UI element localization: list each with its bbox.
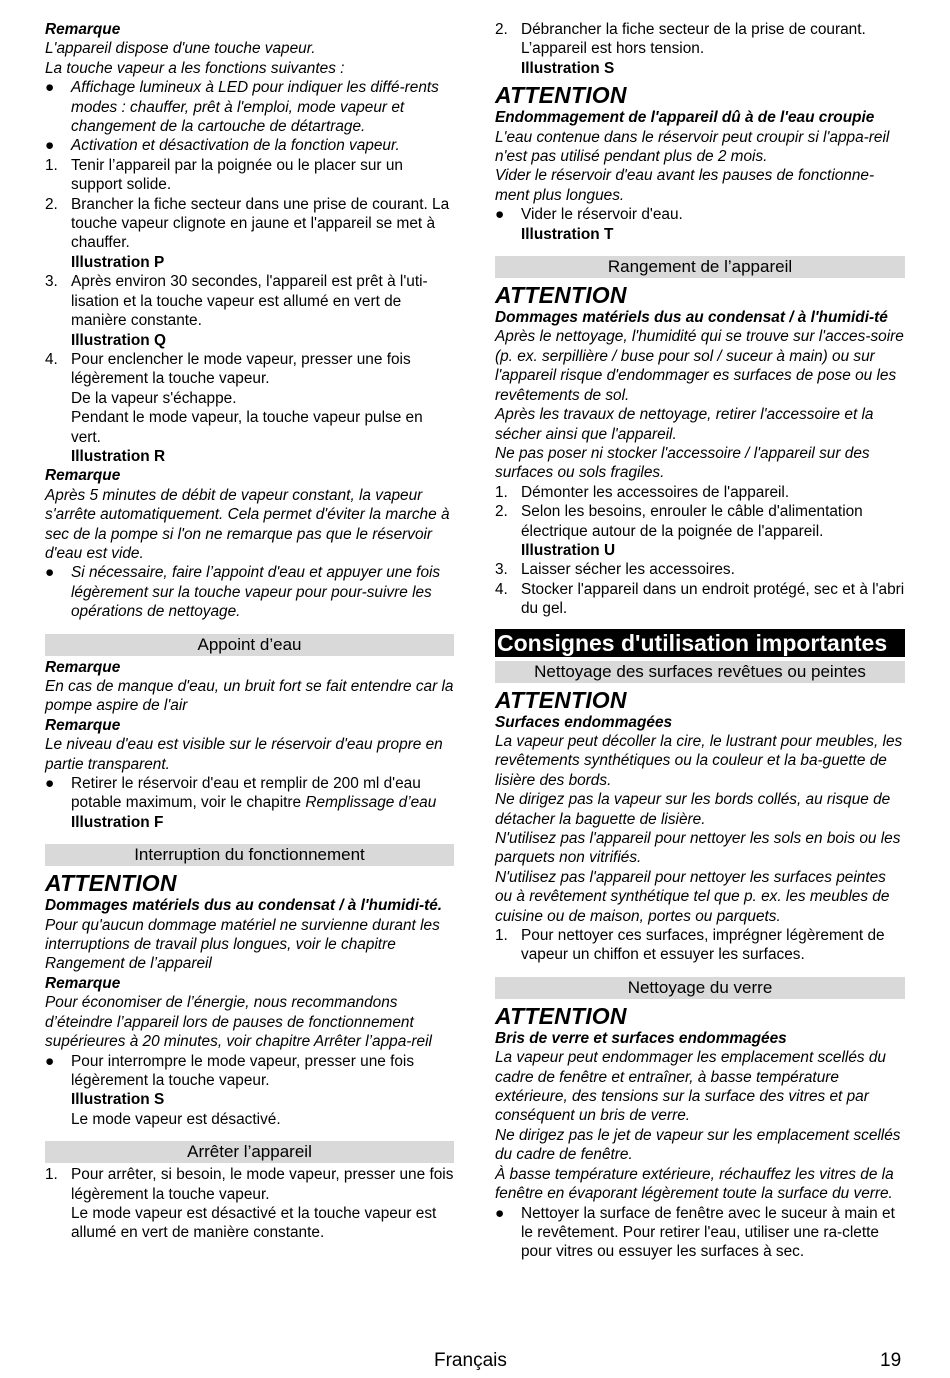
attention-text: Ne dirigez pas la vapeur sur les bords collés, au risque de détacher la baguette de lisière. [495,791,891,828]
section-heading-verre: Nettoyage du verre [495,977,905,999]
step-result: Le mode vapeur est désactivé et la touche vapeur est allumé en vert de manière constante. [71,1204,437,1242]
step-item: 4. Stocker l'appareil dans un endroit protégé, sec et à l'abri du gel. [495,580,905,618]
attention-text: L'eau contenue dans le réservoir peut croupir si l'appa-reil n'est pas utilisé pendant plus de 2 mois. [495,128,890,166]
illustration-ref: Illustration R [71,447,166,465]
note-text: En cas de manque d'eau, un bruit fort se fait entendre car la pompe aspire de l'air [45,678,454,715]
step-item: 2. Débrancher la fiche secteur de la prise de courant. L’appareil est hors tension. [495,21,866,58]
attention-text: La vapeur peut endommager les emplacement scellés du cadre de fenêtre et entraîner, à basse température extérieure, des tensions sur la surface des vitres et par conséquent un bris de verre. [495,1049,886,1125]
left-column [45,20,454,1243]
attention-heading: ATTENTION [495,1002,627,1029]
step-item: 3. Laisser sécher les accessoires. [495,561,735,579]
note-label: Remarque [45,21,121,38]
section-heading-appoint: Appoint d’eau [45,634,454,656]
note-text: L'appareil dispose d'une touche vapeur. [45,40,316,58]
step-item: 1. Démonter les accessoires de l'appareil. [495,483,790,501]
illustration-ref: Illustration P [71,253,165,271]
step-item: 2. Brancher la fiche secteur dans une prise de courant. La touche vapeur clignote en jaune et l'appareil se met à chauffer. [45,195,450,252]
note-label: Remarque [45,467,121,485]
section-heading-arreter: Arrêter l’appareil [45,1141,454,1163]
attention-text: Après le nettoyage, l'humidité qui se trouve sur l'acces-soire (p. ex. serpillière / buse pour sol / suceur à main) ou sur l'appareil risque d'endommager es surfaces de pose ou les revêtements de sol. [495,328,904,404]
note-label: Remarque [45,658,121,676]
chapter-reference: Remplissage d’eau [305,794,437,812]
bullet-item: ● Retirer le réservoir d'eau et remplir de 200 ml d'eau potable maximum, voir le chapitre Remplissage d’eau [45,775,437,812]
step-item: 4. Pour enclencher le mode vapeur, presser une fois légèrement la touche vapeur. [45,350,411,388]
attention-text: Après les travaux de nettoyage, retirer l'accessoire et la sécher ainsi que l'appareil. [495,406,874,443]
attention-text: Ne pas poser ni stocker l'accessoire / l'appareil sur des surfaces ou sols fragiles. [495,444,870,482]
section-heading-rangement: Rangement de l’appareil [495,256,905,278]
footer-language: Français [434,1350,507,1371]
attention-heading: ATTENTION [495,282,627,309]
attention-title: Dommages matériels dus au condensat / à l'humidi-té. [45,897,443,915]
attention-heading: ATTENTION [495,82,627,109]
step-item: 1. Tenir l’appareil par la poignée ou le placer sur un support solide. [45,156,403,194]
attention-title: Dommages matériels dus au condensat / à l'humidi-té [495,309,888,327]
illustration-ref: Illustration Q [71,331,166,349]
attention-title: Bris de verre et surfaces endommagées [495,1029,787,1047]
illustration-ref: Illustration T [521,225,614,243]
bullet-item: ● Si nécessaire, faire l’appoint d'eau et appuyer une fois légèrement sur la touche vapeur pour pour-suivre les opérations de nettoyage. [45,564,441,621]
attention-text: Pour qu'aucun dommage matériel ne survienne durant les interruptions de travail plus longues, voir le chapitre Rangement de l’appareil [45,916,440,973]
bullet-item: ● Activation et désactivation de la fonction vapeur. [45,137,400,155]
note-text: Après 5 minutes de débit de vapeur constant, la vapeur s'arrête automatiquement. Cela permet d'éviter la marche à sec de la pompe si l'on ne remarque pas que le réservoir d'eau est vide. [45,486,450,562]
attention-text: La vapeur peut décoller la cire, le lustrant pour meubles, les revêtements synthétiques ou la couleur et la ba-guette de lisière des bords. [495,732,903,789]
bullet-item: ● Affichage lumineux à LED pour indiquer les diffé-rents modes : chauffer, prêt à l'emploi, mode vapeur et changement de la cartouche de détartrage. [45,79,439,136]
attention-text: À basse température extérieure, réchauffez les vitres de la fenêtre en évaporant légèrement toute la surface du verre. [495,1165,894,1203]
note-text: Le niveau d'eau est visible sur le réservoir d'eau propre en partie transparent. [45,736,443,773]
section-heading-surfaces: Nettoyage des surfaces revêtues ou peintes [495,661,905,683]
step-result: De la vapeur s'échappe. [71,389,237,407]
step-result: Pendant le mode vapeur, la touche vapeur pulse en vert. [71,409,423,446]
note-label: Remarque [45,716,121,734]
illustration-ref: Illustration U [521,541,616,559]
bullet-item: ● Pour interrompre le mode vapeur, presser une fois légèrement la touche vapeur. [45,1052,415,1089]
attention-heading: ATTENTION [45,870,177,897]
attention-heading: ATTENTION [495,686,627,713]
attention-title: Endommagement de l'appareil dû à de l'eau croupie [495,109,875,127]
chapter-heading-consignes: Consignes d'utilisation importantes [495,629,905,657]
note-text: Pour économiser de l’énergie, nous recommandons d’éteindre l’appareil lors de pauses de fonctionnement supérieures à 20 minutes, voir chapitre Arrêter l’appa-reil [45,994,432,1051]
attention-text: N'utilisez pas l'appareil pour nettoyer les surfaces peintes ou à revêtement synthétique tel que p. ex. les meubles de cuisine ou de maison, portes ou parquets. [495,868,890,925]
attention-text: Vider le réservoir d'eau avant les pauses de fonctionne-ment plus longues. [495,167,875,204]
illustration-ref: Illustration S [71,1091,165,1109]
note-text: La touche vapeur a les fonctions suivantes : [45,59,345,77]
attention-text: Ne dirigez pas le jet de vapeur sur les emplacement scellés du cadre de fenêtre. [495,1126,901,1164]
step-item: 1. Pour nettoyer ces surfaces, imprégner légèrement de vapeur un chiffon et essuyer les surfaces. [495,927,885,964]
attention-text: N'utilisez pas l'appareil pour nettoyer les sols en bois ou les parquets non vitrifiés. [495,830,901,867]
section-heading-interruption: Interruption du fonctionnement [45,844,454,866]
step-item: 3. Après environ 30 secondes, l'appareil est prêt à l'uti-lisation et la touche vapeur est allumé en vert de manière constante. [45,273,428,330]
note-label: Remarque [45,974,121,992]
illustration-ref: Illustration S [521,59,615,77]
bullet-item: ● Nettoyer la surface de fenêtre avec le suceur à main et le revêtement. Pour retirer l'eau, utiliser une ra-clette pour vitres ou essuyer les surfaces à sec. [495,1204,895,1261]
page-number: 19 [880,1350,902,1371]
bullet-item: ● Vider le réservoir d'eau. [495,206,683,224]
step-item: 2. Selon les besoins, enrouler le câble d'alimentation électrique autour de la poignée de l'appareil. [495,503,863,540]
step-item: 1. Pour arrêter, si besoin, le mode vapeur, presser une fois légèrement la touche vapeur. [45,1166,454,1203]
step-result: Le mode vapeur est désactivé. [71,1110,281,1128]
attention-title: Surfaces endommagées [495,713,673,731]
right-column [495,20,905,1262]
illustration-ref: Illustration F [71,813,164,831]
